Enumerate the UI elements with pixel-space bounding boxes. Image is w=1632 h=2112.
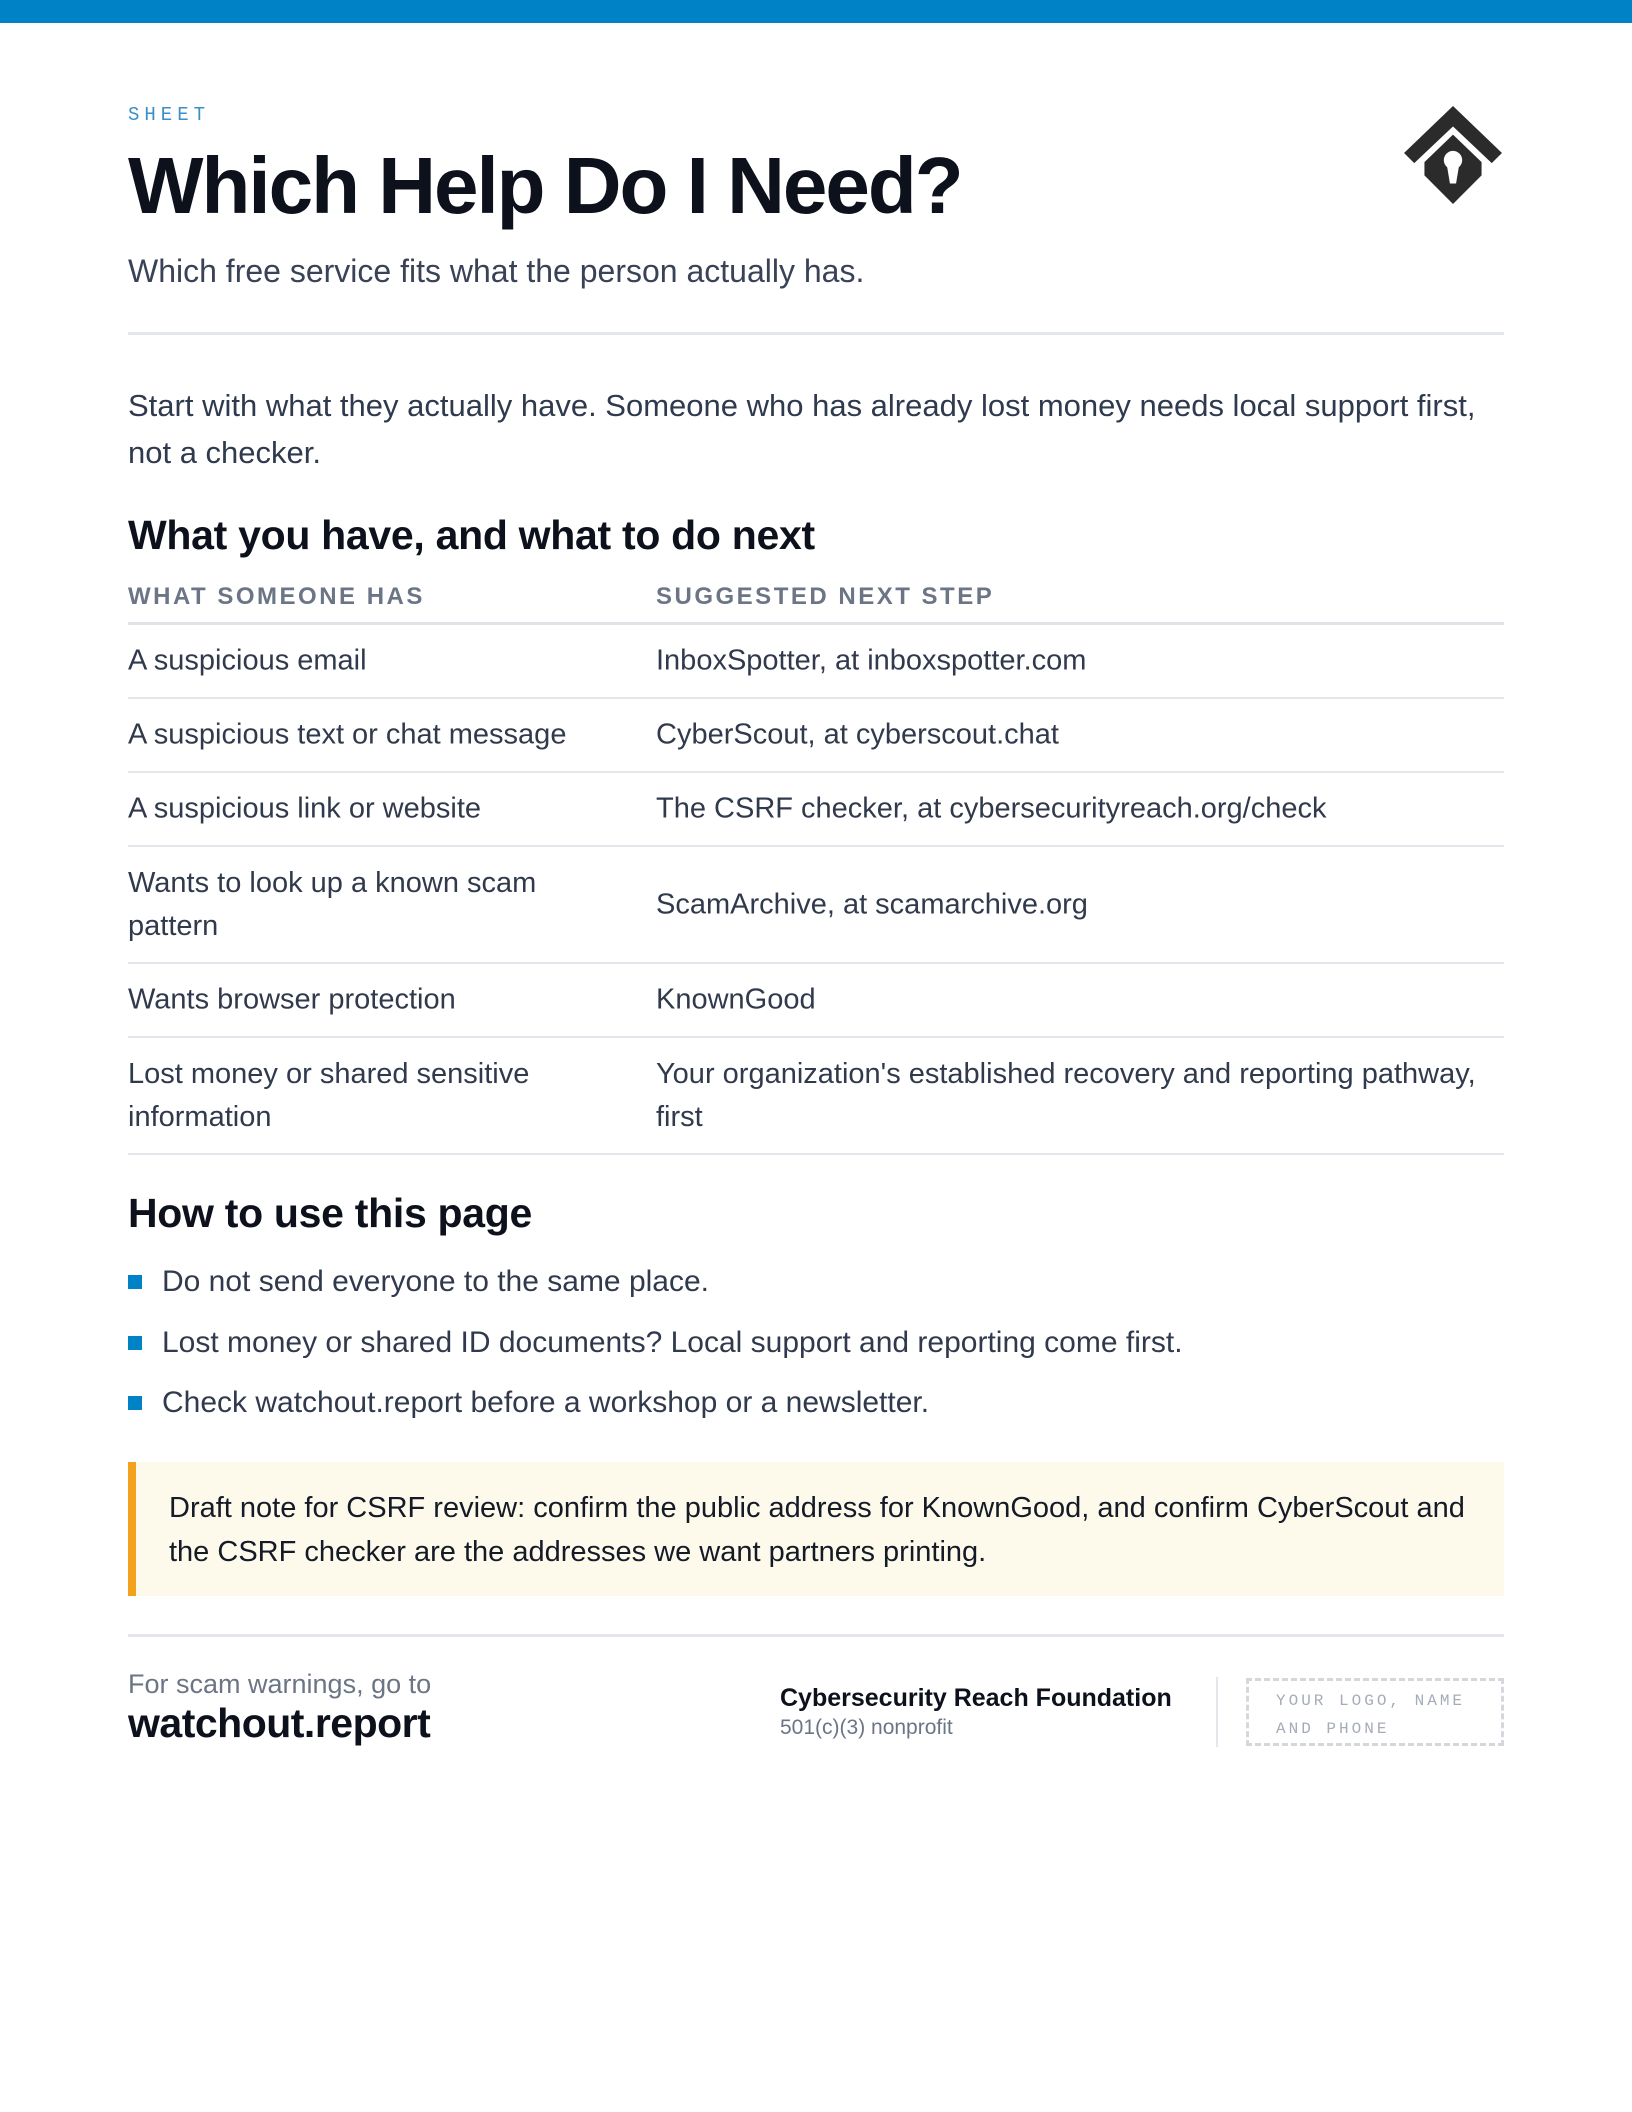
table-row <box>128 625 1504 699</box>
review-note <box>128 1462 1504 1596</box>
cell-next-step: InboxSpotter, at inboxspotter.com <box>656 644 1087 677</box>
footer-lead: For scam warnings, go to <box>128 1669 432 1699</box>
table-row <box>128 699 1504 773</box>
header-divider <box>128 332 1504 335</box>
next-steps-heading: What you have, and what to do next <box>128 512 815 558</box>
list-item <box>128 1321 1504 1365</box>
review-note-text: Draft note for CSRF review: confirm the public address for KnownGood, and confirm CyberScout and the CSRF checker are the addresses we want partners printing. <box>169 1492 1465 1568</box>
table-row <box>128 964 1504 1038</box>
square-bullet-icon <box>128 1336 142 1350</box>
table-row <box>128 1038 1504 1155</box>
cell-next-step: CyberScout, at cyberscout.chat <box>656 718 1059 751</box>
cell-next-step: ScamArchive, at scamarchive.org <box>656 888 1088 920</box>
cell-has: Wants browser protection <box>128 983 456 1016</box>
cell-next-step: The CSRF checker, at cybersecurityreach.org/check <box>656 792 1327 825</box>
usage-heading: How to use this page <box>128 1190 533 1236</box>
table-header <box>128 577 1504 625</box>
list-item-text: Lost money or shared ID documents? Local support and reporting come first. <box>162 1326 1183 1359</box>
column-header-next-step: SUGGESTED NEXT STEP <box>656 583 995 610</box>
table-row <box>128 847 1504 964</box>
footer-site-link[interactable]: watchout.report <box>128 1700 431 1746</box>
square-bullet-icon <box>128 1275 142 1289</box>
cell-has: Wants to look up a known scam pattern <box>128 866 537 942</box>
page-title: Which Help Do I Need? <box>128 141 962 230</box>
footer-divider <box>128 1634 1504 1637</box>
table-row <box>128 773 1504 847</box>
keyhole-house-icon <box>1402 104 1504 206</box>
column-header-has: WHAT SOMEONE HAS <box>128 583 425 610</box>
footer-vertical-divider <box>1216 1677 1218 1747</box>
logo-placeholder: YOUR LOGO, NAME AND PHONE <box>1246 1678 1504 1746</box>
list-item-text: Check watchout.report before a workshop or a newsletter. <box>162 1386 930 1419</box>
list-item-text: Do not send everyone to the same place. <box>162 1265 710 1298</box>
square-bullet-icon <box>128 1396 142 1410</box>
next-steps-table <box>128 577 1504 1155</box>
cell-has: A suspicious text or chat message <box>128 718 567 751</box>
org-name: Cybersecurity Reach Foundation <box>780 1684 1172 1712</box>
top-accent-bar <box>0 0 1632 23</box>
page-subtitle: Which free service fits what the person actually has. <box>128 253 865 289</box>
org-type: 501(c)(3) nonprofit <box>780 1716 953 1739</box>
cell-has: A suspicious email <box>128 644 367 677</box>
list-item <box>128 1260 1504 1304</box>
cell-has: Lost money or shared sensitive information <box>128 1057 530 1133</box>
eyebrow-label: SHEET <box>128 104 211 126</box>
intro-paragraph: Start with what they actually have. Someone who has already lost money needs local support first, not a checker. <box>128 388 1476 470</box>
cell-next-step: Your organization's established recovery and reporting pathway, first <box>656 1057 1476 1133</box>
cell-has: A suspicious link or website <box>128 792 481 825</box>
list-item <box>128 1381 1504 1425</box>
usage-list <box>128 1260 1504 1425</box>
cell-next-step: KnownGood <box>656 983 816 1016</box>
